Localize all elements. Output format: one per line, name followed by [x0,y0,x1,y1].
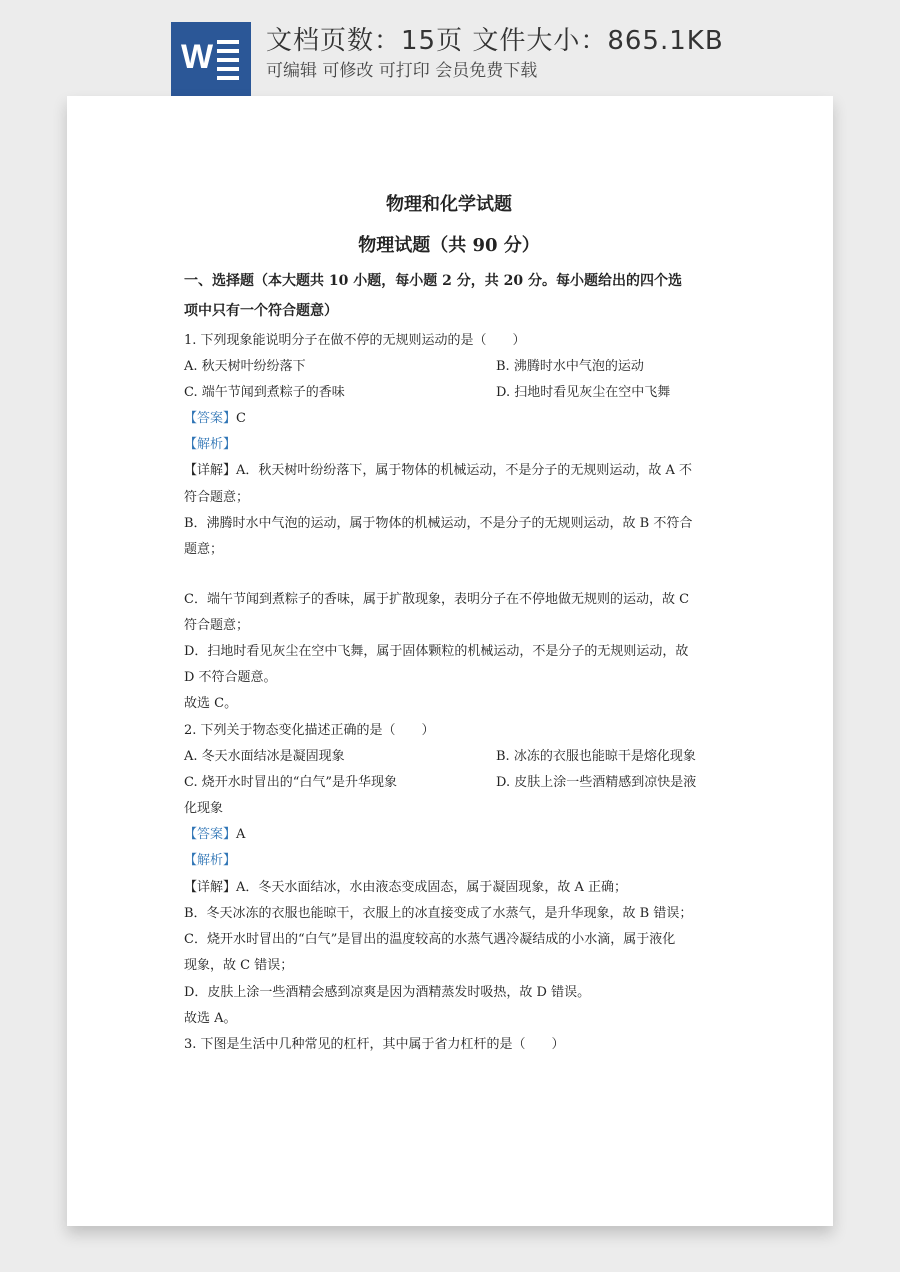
download-banner [0,0,900,96]
q2-detail-1 [184,876,627,895]
q1-answer-tag: 【答案】 [184,411,237,426]
q2-detail-4: D．皮肤上涂一些酒精会感到凉爽是因为酒精蒸发时吸热，故 D 错误。 [184,985,591,1000]
q1-answer-value: C [236,411,246,426]
q1-option-b: B. 沸腾时水中气泡的运动 [496,359,644,374]
q1-detail-1b: 符合题意； [184,490,250,505]
q1-detail-1a-text: A．秋天树叶纷纷落下，属于物体的机械运动，不是分子的无规则运动，故 A 不 [236,463,693,478]
banner-subtitle: 可编辑 可修改 可打印 会员免费下载 [266,61,538,81]
q2-option-d: D. 皮肤上涂一些酒精感到凉快是液 [496,775,697,790]
q1-option-a: A. 秋天树叶纷纷落下 [184,359,306,374]
q1-detail-2b: 题意； [184,542,224,557]
q2-option-c: C. 烧开水时冒出的“白气”是升华现象 [184,775,398,790]
section-heading-line2: 项中只有一个符合题意） [184,303,338,319]
q1-option-c: C. 端午节闻到煮粽子的香味 [184,385,345,400]
q2-conclusion: 故选 A。 [184,1011,237,1026]
q2-option-b: B. 冰冻的衣服也能晾干是熔化现象 [496,749,696,764]
q1-answer [184,407,246,426]
doc-title: 物理和化学试题 [386,194,512,215]
q3-stem: 3. 下图是生活中几种常见的杠杆，其中属于省力杠杆的是（ ） [184,1037,565,1052]
q2-option-a: A. 冬天水面结冰是凝固现象 [184,749,345,764]
q2-option-d-cont: 化现象 [184,801,224,816]
q2-answer [184,823,245,842]
q2-detail-tag: 【详解】 [184,880,237,895]
q2-answer-value: A [236,827,246,842]
q2-stem: 2. 下列关于物态变化描述正确的是（ ） [184,723,435,738]
q1-detail-3b: 符合题意； [184,618,250,633]
q2-answer-tag: 【答案】 [184,827,237,842]
word-icon-letter: W [181,38,214,76]
q1-detail-1a [184,459,692,478]
q1-detail-tag: 【详解】 [184,463,237,478]
q1-detail-4a: D．扫地时看见灰尘在空中飞舞，属于固体颗粒的机械运动，不是分子的无规则运动，故 [184,644,689,659]
q1-analysis-tag: 【解析】 [184,437,237,452]
doc-subtitle: 物理试题（共 90 分） [358,235,540,256]
q1-option-d: D. 扫地时看见灰尘在空中飞舞 [496,385,671,400]
q2-detail-3b: 现象，故 C 错误； [184,958,294,973]
document-page [67,96,833,1226]
q1-detail-3a: C．端午节闻到煮粽子的香味，属于扩散现象，表明分子在不停地做无规则的运动，故 C [184,592,690,607]
q1-detail-2a: B．沸腾时水中气泡的运动，属于物体的机械运动，不是分子的无规则运动，故 B 不符合 [184,516,693,531]
q1-detail-4b: D 不符合题意。 [184,670,277,685]
banner-title: 文档页数：15页 文件大小：865.1KB [266,26,724,56]
q2-detail-2: B．冬天冰冻的衣服也能晾干，衣服上的冰直接变成了水蒸气，是升华现象，故 B 错误； [184,906,693,921]
q2-detail-1-text: A．冬天水面结冰，水由液态变成固态，属于凝固现象，故 A 正确； [236,880,628,895]
q1-stem: 1. 下列现象能说明分子在做不停的无规则运动的是（ ） [184,333,526,348]
word-document-icon [171,22,251,96]
q1-conclusion: 故选 C。 [184,696,238,711]
q2-analysis-tag: 【解析】 [184,853,237,868]
section-heading-line1: 一、选择题（本大题共 10 小题，每小题 2 分，共 20 分。每小题给出的四个选 [184,273,682,289]
word-icon-lines [217,40,239,85]
q2-detail-3a: C．烧开水时冒出的“白气”是冒出的温度较高的水蒸气遇冷凝结成的小水滴，属于液化 [184,932,676,947]
